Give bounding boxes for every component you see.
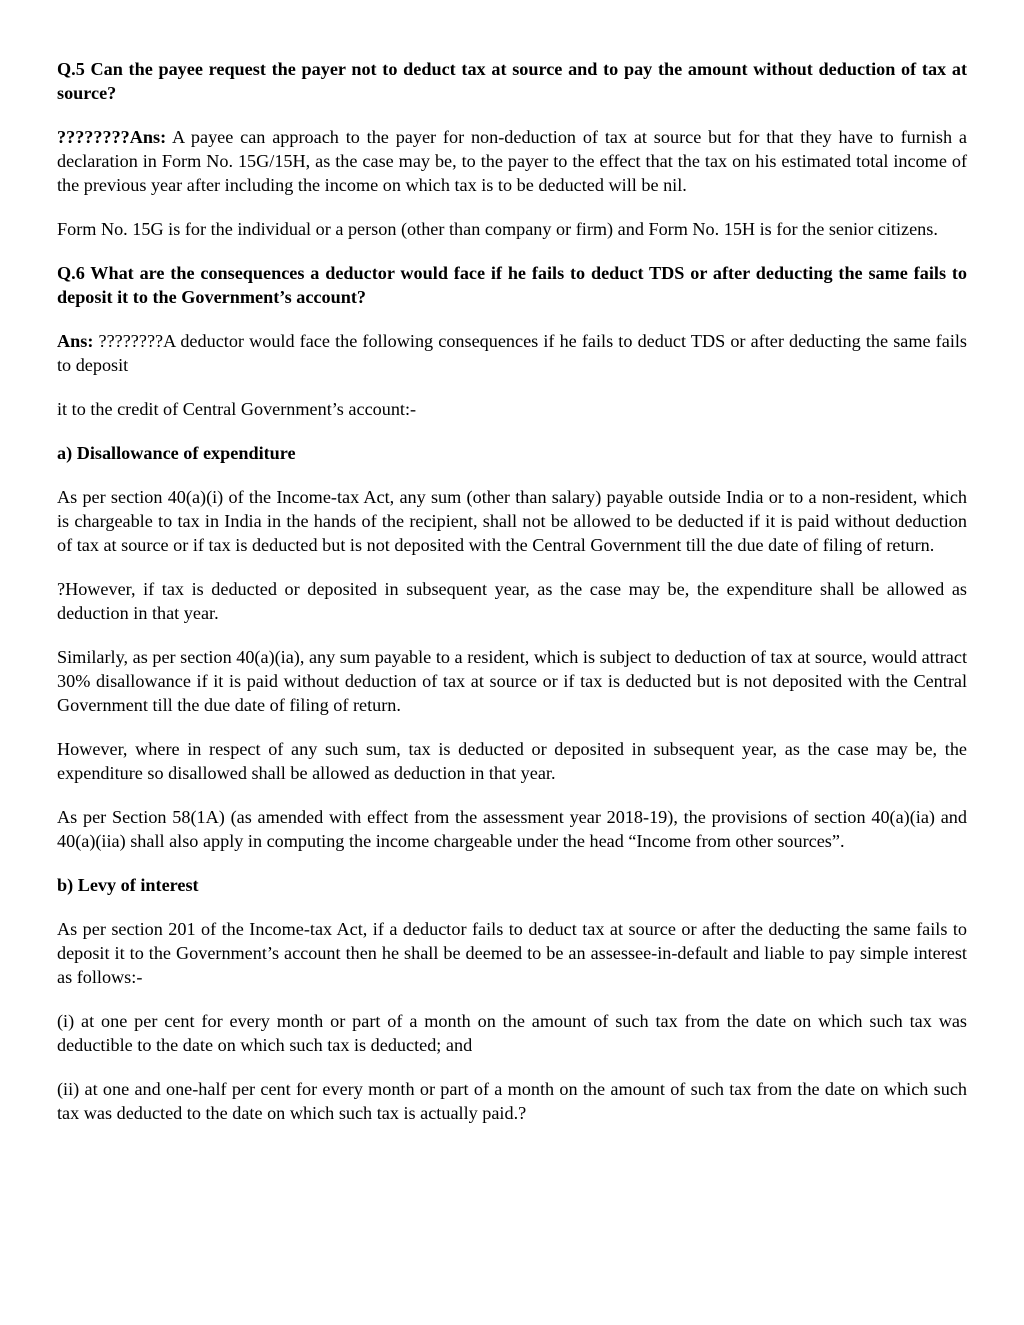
section-a-paragraph: However, where in respect of any such sum, tax is deducted or deposited in subsequent year, as the case may be, the expenditure so disallowed shall be allowed as deduction in that year.	[57, 739, 967, 783]
q6-question: Q.6 What are the consequences a deductor would face if he fails to deduct TDS or after deducting the same fails to deposit it to the Government’s account?	[57, 263, 967, 307]
q6-answer-continued: it to the credit of Central Government’s account:-	[57, 399, 417, 419]
q5-answer	[57, 125, 967, 197]
section-a-paragraph: As per Section 58(1A) (as amended with effect from the assessment year 2018-19), the provisions of section 40(a)(ia) and 40(a)(iia) shall also apply in computing the income chargeable under the head “Income from other sources”.	[57, 807, 967, 851]
q5-form-note: Form No. 15G is for the individual or a person (other than company or firm) and Form No. 15H is for the senior citizens.	[57, 219, 938, 239]
section-a-heading: a) Disallowance of expenditure	[57, 443, 296, 463]
section-a-paragraph: Similarly, as per section 40(a)(ia), any sum payable to a resident, which is subject to deduction of tax at source, would attract 30% disallowance if it is paid without deduction of tax at source or if tax is deducted but is not deposited with the Central Government till the due date of filing of return.	[57, 647, 967, 715]
section-b-paragraph: As per section 201 of the Income-tax Act, if a deductor fails to deduct tax at source or after the deducting the same fails to deposit it to the Government’s account then he shall be deemed to be an assessee-in-default and liable to pay simple interest as follows:-	[57, 919, 967, 987]
q5-question: Q.5 Can the payee request the payer not to deduct tax at source and to pay the amount without deduction of tax at source?	[57, 59, 967, 103]
section-b-paragraph: (ii) at one and one-half per cent for every month or part of a month on the amount of such tax from the date on which such tax was deducted to the date on which such tax is actually paid.?	[57, 1079, 967, 1123]
q5-answer-text: A payee can approach to the payer for non-deduction of tax at source but for that they have to furnish a declaration in Form No. 15G/15H, as the case may be, to the payer to the effect that the tax on his estimated total income of the previous year after including the income on which tax is to be deducted will be nil.	[57, 127, 967, 195]
q6-answer-label: Ans:	[57, 331, 94, 351]
section-a-paragraph: ?However, if tax is deducted or deposited in subsequent year, as the case may be, the expenditure shall be allowed as deduction in that year.	[57, 579, 967, 623]
section-b-paragraph: (i) at one per cent for every month or part of a month on the amount of such tax from the date on which such tax was deductible to the date on which such tax is deducted; and	[57, 1011, 967, 1055]
q6-answer	[57, 329, 967, 377]
section-b-heading: b) Levy of interest	[57, 875, 199, 895]
q5-answer-label: ????????Ans:	[57, 127, 167, 147]
section-a-paragraph: As per section 40(a)(i) of the Income-tax Act, any sum (other than salary) payable outside India or to a non-resident, which is chargeable to tax in India in the hands of the recipient, shall not be allowed to be deducted if it is paid without deduction of tax at source or if tax is deducted but is not deposited with the Central Government till the due date of filing of return.	[57, 487, 967, 555]
document-page	[57, 57, 967, 1145]
q6-answer-text: ????????A deductor would face the following consequences if he fails to deduct TDS or after deducting the same fails to deposit	[57, 331, 967, 375]
